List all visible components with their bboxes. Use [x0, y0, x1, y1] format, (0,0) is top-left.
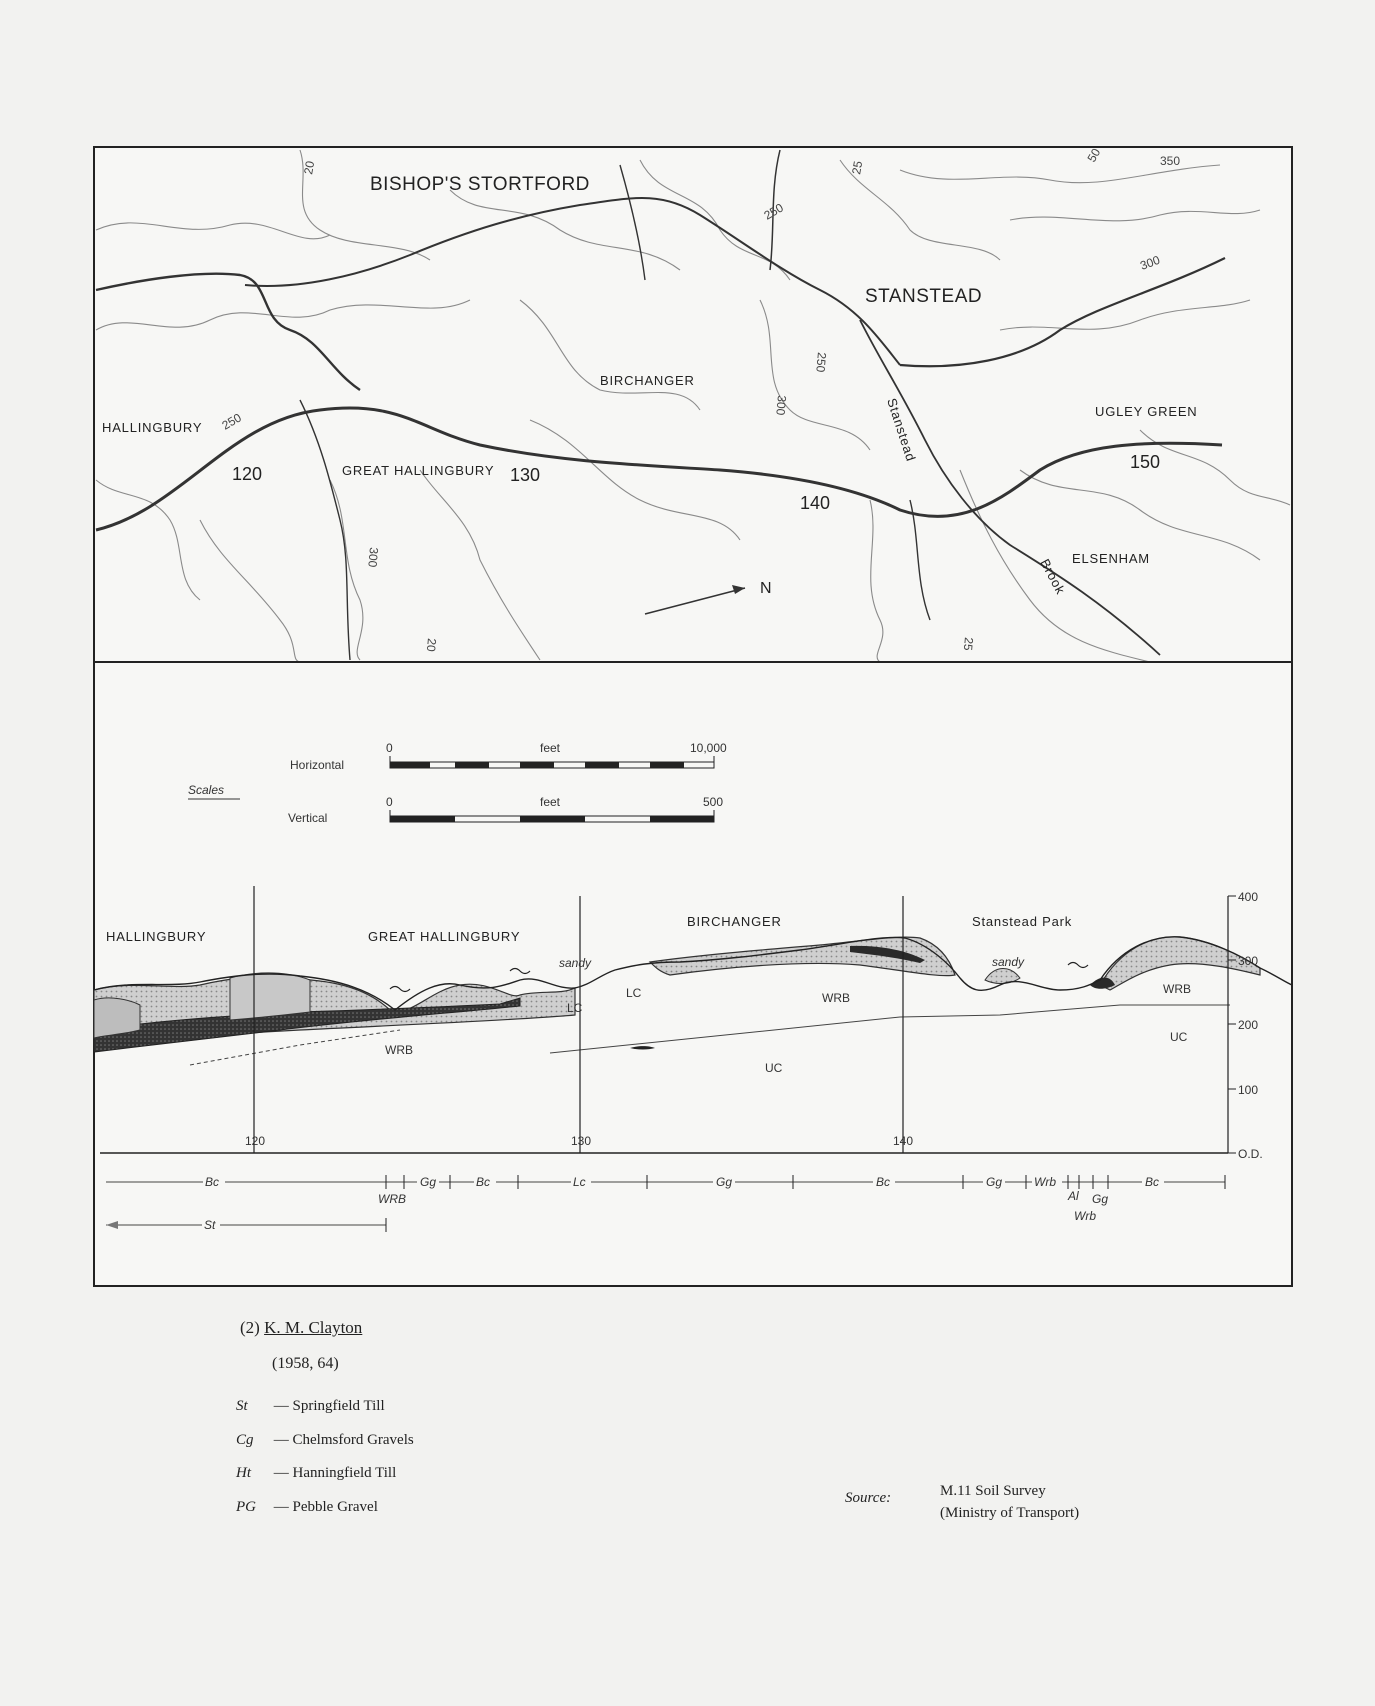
contour-label: 300: [1138, 252, 1162, 273]
deposit-label: Bc: [876, 1175, 891, 1189]
unit-label-lc: LC: [626, 986, 642, 1000]
height-tick-label: 400: [1238, 890, 1259, 904]
section-place-great-hallingbury: GREAT HALLINGBURY: [368, 929, 521, 944]
deposit-note-wrb: Wrb: [1074, 1209, 1096, 1223]
stream-stansted: Stanstead: [884, 396, 919, 464]
deposit-note-wrb: WRB: [378, 1192, 406, 1206]
unit-label-wrb: WRB: [385, 1043, 413, 1057]
contour-label: 25: [960, 636, 976, 652]
legend-item-abbr: St: [236, 1398, 248, 1414]
place-birchanger: BIRCHANGER: [600, 373, 695, 388]
scales-title: Scales: [188, 783, 225, 797]
north-arrow-label: N: [760, 580, 772, 597]
deposit-label: Gg: [716, 1175, 733, 1189]
deposit-note-gg: Gg: [1092, 1192, 1109, 1206]
deposit-label: Bc: [205, 1175, 220, 1189]
legend-item-text: — Pebble Gravel: [273, 1499, 378, 1515]
legend-item-text: — Springfield Till: [273, 1398, 385, 1414]
source-label: Source:: [845, 1490, 892, 1506]
place-bishops-stortford: BISHOP'S STORTFORD: [370, 174, 590, 195]
legend-item-abbr: Ht: [236, 1465, 251, 1481]
light-lens-west: [94, 998, 140, 1038]
sandy-label: sandy: [559, 956, 592, 970]
deposit-label: Wrb: [1034, 1175, 1056, 1189]
unit-label-uc: UC: [765, 1061, 783, 1075]
horizontal-scale-label: Horizontal: [290, 758, 345, 772]
height-tick-label: O.D.: [1238, 1147, 1263, 1161]
vertical-scale-label: Vertical: [288, 811, 328, 825]
chainage-label-140: 140: [893, 1134, 914, 1148]
deposit-label: Lc: [573, 1175, 586, 1189]
place-elsenham: ELSENHAM: [1072, 551, 1150, 566]
horizontal-scale-end: 10,000: [690, 741, 727, 755]
contour-label: 250: [761, 200, 786, 223]
chainage-label-130: 130: [571, 1134, 592, 1148]
deposit-label: Bc: [476, 1175, 491, 1189]
chainage-label-120: 120: [245, 1134, 266, 1148]
legend-year: (1958, 64): [272, 1355, 339, 1372]
sandy-label: sandy: [992, 955, 1025, 969]
map-panel: [94, 146, 1292, 662]
legend-item-text: — Hanningfield Till: [273, 1465, 397, 1481]
vertical-scale-start: 0: [386, 795, 393, 809]
legend-caption: [240, 1318, 362, 1338]
route-marker-140: 140: [800, 493, 831, 513]
section-place-hallingbury: HALLINGBURY: [106, 929, 207, 944]
contour-label: 350: [1160, 154, 1181, 168]
vertical-scale-unit: feet: [540, 795, 561, 809]
source-line-1: M.11 Soil Survey: [940, 1483, 1046, 1499]
legend-item-abbr: Cg: [236, 1432, 254, 1448]
contour-label: 250: [219, 410, 244, 433]
place-hallingbury: HALLINGBURY: [102, 420, 203, 435]
unit-label-wrb: WRB: [822, 991, 850, 1005]
unit-label-lc: LC: [567, 1001, 583, 1015]
height-tick-label: 300: [1238, 954, 1259, 968]
source-line-2: (Ministry of Transport): [940, 1505, 1080, 1521]
legend-item: [236, 1499, 378, 1516]
legend-item-text: — Chelmsford Gravels: [273, 1432, 414, 1448]
height-tick-label: 200: [1238, 1018, 1259, 1032]
horizontal-scale-unit: feet: [540, 741, 561, 755]
route-marker-120: 120: [232, 464, 263, 484]
legend-number: (2): [240, 1318, 260, 1337]
contour-label: 300: [365, 546, 381, 568]
place-ugley-green: UGLEY GREEN: [1095, 404, 1198, 419]
unit-label-uc: UC: [1170, 1030, 1188, 1044]
unit-label-wrb: WRB: [1163, 982, 1191, 996]
section-place-birchanger: BIRCHANGER: [687, 914, 782, 929]
contour-label: 25: [849, 159, 866, 176]
deposit-label: Gg: [420, 1175, 437, 1189]
stream-brook: Brook: [1037, 556, 1069, 597]
deposit-note-al: Al: [1068, 1189, 1079, 1203]
horizontal-scale-start: 0: [386, 741, 393, 755]
deposit-label: Bc: [1145, 1175, 1160, 1189]
contour-label: 250: [813, 351, 829, 373]
light-lens-west-2: [230, 973, 310, 1020]
vertical-scale-end: 500: [703, 795, 724, 809]
route-marker-150: 150: [1130, 452, 1161, 472]
place-stanstead: STANSTEAD: [865, 286, 983, 307]
legend-item-abbr: PG: [236, 1499, 256, 1515]
legend-item: [236, 1465, 396, 1482]
contour-label: 20: [423, 637, 439, 653]
place-great-hallingbury: GREAT HALLINGBURY: [342, 463, 495, 478]
contour-label: 20: [301, 159, 318, 176]
springfield-label: St: [204, 1218, 216, 1232]
deposit-label: Gg: [986, 1175, 1003, 1189]
route-marker-130: 130: [510, 465, 541, 485]
contour-label: 300: [773, 394, 789, 416]
legend-item: [236, 1432, 414, 1449]
contour-label: 50: [1084, 145, 1104, 165]
legend-author: K. M. Clayton: [264, 1318, 363, 1337]
section-panel: [94, 662, 1292, 1286]
legend-item: [236, 1398, 385, 1415]
height-tick-label: 100: [1238, 1083, 1259, 1097]
section-place-stanstead-park: Stanstead Park: [972, 914, 1073, 929]
